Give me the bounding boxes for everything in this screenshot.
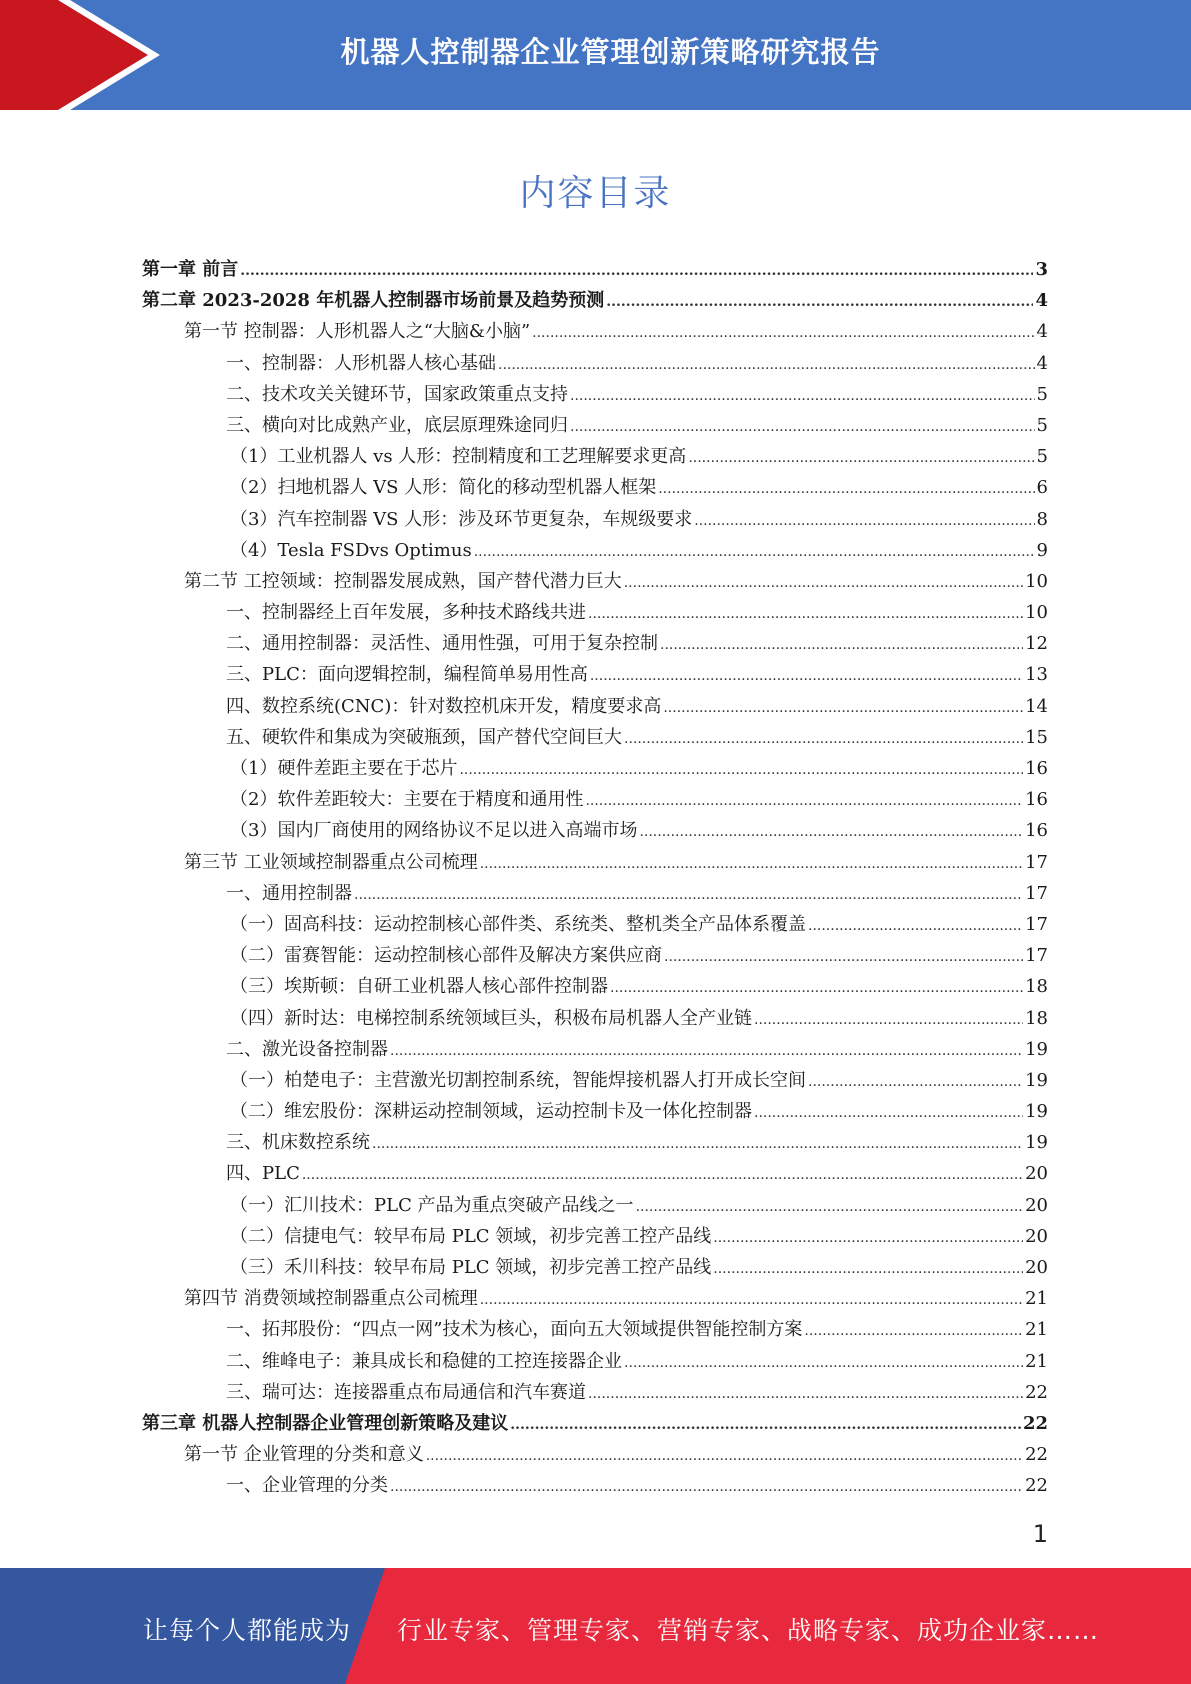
- toc-entry-title: （2）软件差距较大：主要在于精度和通用性: [230, 789, 584, 811]
- toc-entry-title: 一、控制器经上百年发展，多种技术路线共进: [226, 602, 586, 624]
- toc-entry-title: （一）汇川技术：PLC 产品为重点突破产品线之一: [230, 1194, 634, 1216]
- footer-slogan-right: 行业专家、管理专家、营销专家、战略专家、成功企业家……: [397, 1616, 1100, 1645]
- toc-dot-leader: [808, 1067, 1023, 1098]
- toc-heading: 内容目录: [519, 173, 672, 214]
- toc-entry[interactable]: [142, 1190, 1048, 1221]
- header-banner: [0, 0, 1191, 110]
- toc-entry[interactable]: [142, 254, 1048, 285]
- toc-entry-title: （一）固高科技：运动控制核心部件类、系统类、整机类全产品体系覆盖: [230, 913, 806, 935]
- table-of-contents: [142, 254, 1048, 1502]
- toc-entry-title: （3）国内厂商使用的网络协议不足以进入高端市场: [230, 820, 638, 842]
- toc-entry[interactable]: [142, 847, 1048, 878]
- toc-dot-leader: [302, 1160, 1023, 1191]
- toc-entry[interactable]: [142, 909, 1048, 940]
- toc-entry[interactable]: [142, 410, 1048, 441]
- toc-entry-title: 一、企业管理的分类: [226, 1475, 388, 1497]
- toc-entry[interactable]: [142, 1158, 1048, 1189]
- toc-entry-title: 二、技术攻关关键环节，国家政策重点支持: [226, 383, 568, 405]
- toc-dot-leader: [480, 1285, 1023, 1316]
- toc-entry-page: 16: [1025, 789, 1048, 811]
- toc-entry-page: 4: [1036, 321, 1048, 343]
- toc-dot-leader: [663, 693, 1023, 724]
- toc-entry-title: （1）工业机器人 vs 人形：控制精度和工艺理解要求更高: [230, 446, 687, 468]
- toc-dot-leader: [532, 318, 1034, 349]
- toc-entry-page: 20: [1025, 1225, 1048, 1247]
- toc-entry-title: 二、激光设备控制器: [226, 1038, 388, 1060]
- toc-entry-title: 第三节 工业领域控制器重点公司梳理: [184, 851, 478, 873]
- toc-dot-leader: [498, 350, 1035, 381]
- toc-entry[interactable]: [142, 1127, 1048, 1158]
- toc-entry-page: 19: [1025, 1038, 1048, 1060]
- toc-entry-page: 19: [1025, 1101, 1048, 1123]
- toc-dot-leader: [660, 630, 1023, 661]
- toc-entry-title: 第三章 机器人控制器企业管理创新策略及建议: [142, 1412, 509, 1434]
- footer-banner: [0, 1568, 1191, 1684]
- toc-dot-leader: [474, 537, 1035, 568]
- toc-entry[interactable]: [142, 348, 1048, 379]
- toc-entry[interactable]: [142, 441, 1048, 472]
- toc-dot-leader: [804, 1316, 1023, 1347]
- toc-entry[interactable]: [142, 1377, 1048, 1408]
- toc-entry-page: 15: [1025, 726, 1048, 748]
- toc-entry-page: 5: [1036, 446, 1048, 468]
- toc-entry-title: 第一节 控制器：人形机器人之“大脑&小脑”: [184, 321, 531, 343]
- toc-entry-page: 18: [1025, 1007, 1048, 1029]
- toc-entry-page: 22: [1025, 1381, 1048, 1403]
- toc-entry-page: 4: [1035, 290, 1048, 312]
- toc-entry[interactable]: [142, 691, 1048, 722]
- toc-entry-page: 5: [1036, 414, 1048, 436]
- toc-entry[interactable]: [142, 1003, 1048, 1034]
- toc-entry[interactable]: [142, 940, 1048, 971]
- toc-entry-title: 四、PLC: [226, 1163, 300, 1185]
- toc-dot-leader: [606, 287, 1033, 318]
- toc-dot-leader: [354, 880, 1023, 911]
- toc-dot-leader: [713, 1223, 1023, 1254]
- toc-entry-title: （四）新时达：电梯控制系统领域巨头，积极布局机器人全产业链: [230, 1007, 752, 1029]
- toc-entry-title: 三、PLC：面向逻辑控制，编程简单易用性高: [226, 664, 588, 686]
- toc-entry-page: 21: [1025, 1350, 1048, 1372]
- toc-entry-title: 第四节 消费领域控制器重点公司梳理: [184, 1288, 478, 1310]
- toc-entry-title: （二）维宏股份：深耕运动控制领域，运动控制卡及一体化控制器: [230, 1101, 752, 1123]
- toc-entry-page: 5: [1036, 383, 1048, 405]
- toc-entry-page: 3: [1035, 259, 1048, 280]
- toc-entry-title: 二、通用控制器：灵活性、通用性强，可用于复杂控制: [226, 633, 658, 655]
- toc-dot-leader: [588, 1379, 1023, 1410]
- toc-entry-title: 第二节 工控领域：控制器发展成熟，国产替代潜力巨大: [184, 570, 622, 592]
- toc-entry[interactable]: [142, 815, 1048, 846]
- toc-dot-leader: [808, 911, 1023, 942]
- toc-entry-title: （1）硬件差距主要在于芯片: [230, 758, 458, 779]
- toc-entry[interactable]: [142, 1408, 1048, 1439]
- toc-entry-title: 三、横向对比成熟产业，底层原理殊途同归: [226, 414, 568, 436]
- toc-entry-page: 22: [1025, 1475, 1048, 1497]
- toc-entry-page: 18: [1025, 976, 1048, 998]
- toc-entry-page: 19: [1025, 1069, 1048, 1091]
- toc-entry-page: 17: [1025, 882, 1048, 904]
- toc-dot-leader: [240, 256, 1033, 287]
- toc-entry-page: 12: [1025, 633, 1048, 655]
- toc-entry-page: 10: [1025, 570, 1048, 592]
- toc-entry-page: 10: [1025, 602, 1048, 624]
- toc-entry-title: 第一章 前言: [142, 259, 239, 280]
- toc-entry-page: 13: [1025, 664, 1048, 686]
- toc-entry[interactable]: [142, 566, 1048, 597]
- toc-dot-leader: [390, 1036, 1023, 1067]
- toc-dot-leader: [658, 474, 1034, 505]
- toc-entry-title: （三）埃斯顿：自研工业机器人核心部件控制器: [230, 976, 608, 998]
- toc-dot-leader: [713, 1254, 1023, 1285]
- toc-entry[interactable]: [142, 316, 1048, 347]
- toc-entry-page: 16: [1025, 758, 1048, 779]
- toc-dot-leader: [624, 1348, 1023, 1379]
- toc-entry-page: 17: [1025, 913, 1048, 935]
- toc-dot-leader: [624, 724, 1023, 755]
- footer-slogan-left: 让每个人都能成为: [143, 1616, 352, 1645]
- toc-entry-title: （二）雷赛智能：运动控制核心部件及解决方案供应商: [230, 945, 662, 967]
- toc-entry-page: 9: [1036, 539, 1048, 561]
- toc-entry-page: 20: [1025, 1163, 1048, 1185]
- toc-entry-page: 6: [1036, 477, 1048, 499]
- toc-entry[interactable]: [142, 971, 1048, 1002]
- toc-entry-title: 三、机床数控系统: [226, 1132, 370, 1154]
- toc-entry[interactable]: [142, 535, 1048, 566]
- toc-entry[interactable]: [142, 878, 1048, 909]
- toc-dot-leader: [480, 849, 1023, 880]
- toc-entry-title: 四、数控系统(CNC)：针对数控机床开发，精度要求高: [226, 695, 662, 717]
- toc-entry-title: 第一节 企业管理的分类和意义: [184, 1444, 424, 1466]
- toc-dot-leader: [610, 973, 1023, 1004]
- toc-entry-title: 第二章 2023-2028 年机器人控制器市场前景及趋势预测: [142, 290, 605, 312]
- toc-entry[interactable]: [142, 1439, 1048, 1470]
- toc-entry-title: （3）汽车控制器 VS 人形：涉及环节更复杂，车规级要求: [230, 508, 693, 530]
- toc-entry-title: 一、通用控制器: [226, 882, 352, 904]
- toc-entry[interactable]: [142, 1221, 1048, 1252]
- toc-entry-title: 五、硬软件和集成为突破瓶颈，国产替代空间巨大: [226, 726, 622, 748]
- toc-entry-title: （一）柏楚电子：主营激光切割控制系统，智能焊接机器人打开成长空间: [230, 1069, 806, 1091]
- toc-entry-title: 一、控制器：人形机器人核心基础: [226, 352, 496, 374]
- toc-entry[interactable]: [142, 1346, 1048, 1377]
- toc-entry-page: 17: [1025, 945, 1048, 967]
- toc-dot-leader: [636, 1192, 1024, 1223]
- toc-dot-leader: [694, 506, 1034, 537]
- toc-dot-leader: [754, 1098, 1023, 1129]
- toc-entry-page: 17: [1025, 851, 1048, 873]
- toc-dot-leader: [639, 817, 1023, 848]
- toc-dot-leader: [510, 1410, 1021, 1441]
- toc-entry-title: 二、维峰电子：兼具成长和稳健的工控连接器企业: [226, 1350, 622, 1372]
- toc-dot-leader: [570, 412, 1035, 443]
- toc-dot-leader: [664, 942, 1023, 973]
- toc-entry-title: （三）禾川科技：较早布局 PLC 领域，初步完善工控产品线: [230, 1257, 712, 1278]
- toc-dot-leader: [688, 443, 1034, 474]
- toc-entry-title: （二）信捷电气：较早布局 PLC 领域，初步完善工控产品线: [230, 1225, 712, 1247]
- toc-entry-title: 三、瑞可达：连接器重点布局通信和汽车赛道: [226, 1381, 586, 1403]
- toc-entry[interactable]: [142, 1034, 1048, 1065]
- toc-entry[interactable]: [142, 472, 1048, 503]
- toc-entry-page: 4: [1036, 352, 1048, 374]
- toc-dot-leader: [624, 568, 1023, 599]
- toc-entry[interactable]: [142, 379, 1048, 410]
- page-number: 1: [1032, 1520, 1048, 1548]
- toc-entry[interactable]: [142, 722, 1048, 753]
- toc-dot-leader: [585, 786, 1023, 817]
- toc-entry-page: 8: [1036, 508, 1048, 530]
- toc-entry-page: 21: [1025, 1319, 1048, 1341]
- toc-entry-page: 22: [1022, 1412, 1048, 1434]
- toc-entry-page: 20: [1025, 1194, 1048, 1216]
- toc-entry-page: 20: [1025, 1257, 1048, 1278]
- toc-dot-leader: [459, 755, 1023, 786]
- toc-entry[interactable]: [142, 628, 1048, 659]
- toc-entry[interactable]: [142, 659, 1048, 690]
- toc-entry-title: （4）Tesla FSDvs Optimus: [230, 539, 472, 561]
- toc-entry[interactable]: [142, 1314, 1048, 1345]
- toc-dot-leader: [754, 1005, 1023, 1036]
- toc-dot-leader: [372, 1129, 1023, 1160]
- toc-dot-leader: [570, 381, 1035, 412]
- toc-entry[interactable]: [142, 1252, 1048, 1283]
- toc-entry-page: 14: [1025, 695, 1048, 717]
- toc-entry-page: 19: [1025, 1132, 1048, 1154]
- toc-entry-title: 一、拓邦股份：“四点一网”技术为核心，面向五大领域提供智能控制方案: [226, 1319, 803, 1341]
- report-title: 机器人控制器企业管理创新策略研究报告: [340, 35, 881, 69]
- toc-entry[interactable]: [142, 285, 1048, 316]
- toc-entry-page: 22: [1025, 1444, 1048, 1466]
- toc-entry[interactable]: [142, 504, 1048, 535]
- toc-entry-page: 21: [1025, 1288, 1048, 1310]
- toc-entry[interactable]: [142, 1470, 1048, 1501]
- toc-dot-leader: [426, 1441, 1023, 1472]
- toc-dot-leader: [390, 1472, 1023, 1503]
- toc-dot-leader: [590, 661, 1023, 692]
- toc-entry-page: 16: [1025, 820, 1048, 842]
- toc-entry[interactable]: [142, 753, 1048, 784]
- toc-entry[interactable]: [142, 1283, 1048, 1314]
- toc-dot-leader: [588, 599, 1023, 630]
- toc-entry[interactable]: [142, 784, 1048, 815]
- toc-entry[interactable]: [142, 1096, 1048, 1127]
- toc-entry[interactable]: [142, 597, 1048, 628]
- toc-entry[interactable]: [142, 1065, 1048, 1096]
- toc-entry-title: （2）扫地机器人 VS 人形：简化的移动型机器人框架: [230, 477, 657, 499]
